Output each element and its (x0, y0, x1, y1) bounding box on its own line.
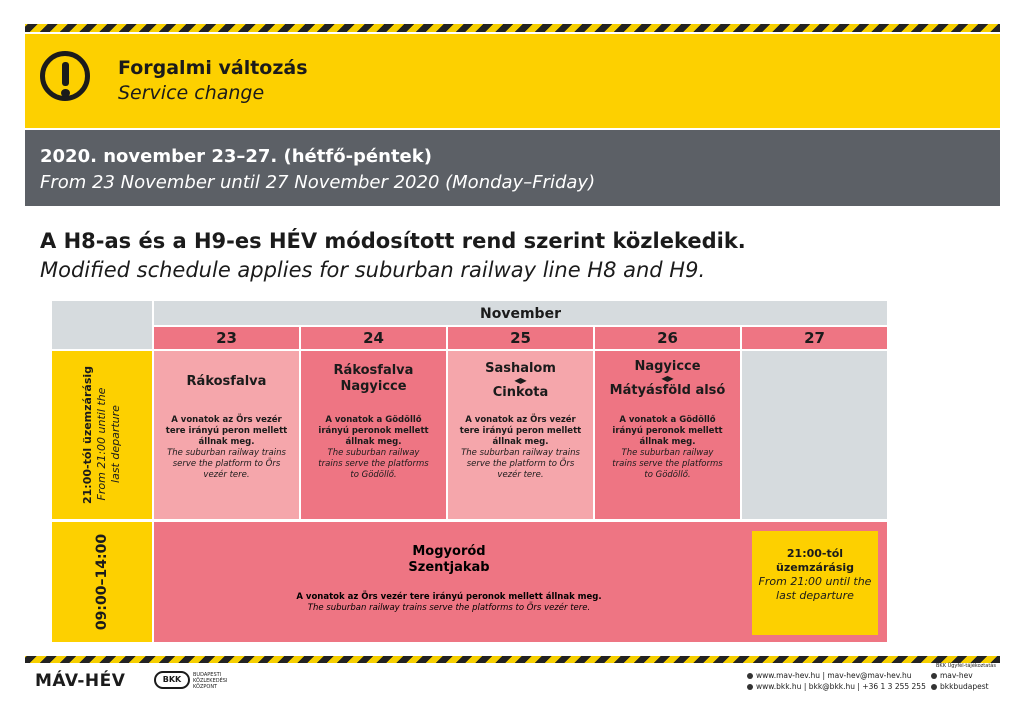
service-change-banner (25, 34, 1000, 128)
contact-line-1 (747, 671, 911, 681)
hazard-stripe-bottom (25, 656, 1000, 663)
row-label-evening-en: From 21:00 until the last departure (95, 387, 122, 501)
title-english: Service change (118, 82, 265, 104)
row-label-daytime (52, 522, 152, 642)
headline-english: Modified schedule applies for suburban railway line H8 and H9. (40, 258, 706, 282)
station-name: Cinkota (492, 385, 549, 400)
both-directions-arrow-icon: ◀▶ (514, 376, 527, 385)
station-name: Sashalom (485, 361, 556, 376)
hazard-stripe-top (25, 24, 1000, 32)
cell-25-evening (448, 351, 593, 519)
mav-hev-logo: MÁV-HÉV (35, 671, 126, 691)
row-label-evening (52, 351, 152, 519)
day27-note-hu-2: üzemzárásig (775, 561, 855, 574)
note-hungarian: A vonatok az Örs vezér tere irányú peron mellett állnak meg. (165, 415, 288, 447)
web-icon (747, 684, 753, 690)
both-directions-arrow-icon: ◀▶ (661, 374, 674, 383)
social-line-1 (931, 671, 973, 681)
social-icon (931, 673, 937, 679)
cell-23-evening (154, 351, 299, 519)
note-hungarian: A vonatok a Gödöllő irányú peronok mellett állnak meg. (318, 415, 429, 447)
note-english: The suburban railway trains serve the platform to Örs vezér tere. (167, 448, 286, 480)
social-line-2 (931, 682, 989, 692)
station-name: Nagyicce (340, 379, 407, 394)
note-english: The suburban railway trains serve the platform to Örs vezér tere. (461, 448, 580, 480)
station-name: Nagyicce (634, 359, 701, 374)
credit-text: BKK Ügyfél-tájékoztatás (936, 663, 996, 669)
station-name: Rákosfalva (333, 363, 414, 378)
day27-note-hu-1: 21:00-tól (786, 547, 844, 560)
note-hungarian: A vonatok a Gödöllő irányú peronok mellett állnak meg. (612, 415, 723, 447)
day27-note-en: From 21:00 until the last departure (758, 575, 872, 602)
day-header-23: 23 (154, 327, 299, 349)
web-icon (747, 673, 753, 679)
social-mav-hev[interactable]: mav-hev (940, 671, 973, 680)
note-hungarian: A vonatok az Örs vezér tere irányú peronok mellett állnak meg. (296, 592, 602, 602)
row-label-evening-hu: 21:00-tól üzemzárásig (81, 365, 94, 505)
contact-bkk[interactable]: www.bkk.hu | bkk@bkk.hu | +36 1 3 255 255 (756, 682, 926, 691)
social-icon (931, 684, 937, 690)
station-name: Mátyásföld alsó (609, 383, 726, 398)
cell-27-evening (742, 351, 887, 519)
day-header-26: 26 (595, 327, 740, 349)
station-name: Szentjakab (408, 560, 490, 575)
note-hungarian: A vonatok az Örs vezér tere irányú peron mellett állnak meg. (459, 415, 582, 447)
title-hungarian: Forgalmi változás (118, 57, 308, 79)
station-name: Mogyoród (412, 544, 486, 559)
day-header-25: 25 (448, 327, 593, 349)
note-english: The suburban railway trains serve the platforms to Gödöllő. (612, 448, 723, 480)
day-header-24: 24 (301, 327, 446, 349)
note-english: The suburban railway trains serve the platforms to Gödöllő. (318, 448, 429, 480)
table-corner (52, 301, 152, 349)
date-banner (25, 130, 1000, 206)
day27-note-box (752, 531, 878, 635)
month-header: November (154, 301, 887, 325)
bkk-logo: BKK (154, 671, 190, 689)
contact-mav-hev[interactable]: www.mav-hev.hu | mav-hev@mav-hev.hu (756, 671, 912, 680)
station-name: Rákosfalva (186, 374, 267, 389)
day-header-27: 27 (742, 327, 887, 349)
cell-24-evening (301, 351, 446, 519)
social-bkk[interactable]: bkkbudapest (940, 682, 989, 691)
note-english: The suburban railway trains serve the platforms to Örs vezér tere. (307, 603, 591, 613)
headline-hungarian: A H8-as és a H9-es HÉV módosított rend szerint közlekedik. (40, 229, 746, 253)
cell-26-evening (595, 351, 740, 519)
row-label-daytime-text: 09:00–14:00 (94, 533, 110, 631)
contact-line-2 (747, 682, 926, 692)
date-hungarian: 2020. november 23–27. (hétfő-péntek) (40, 146, 432, 167)
exclamation-circle-icon (40, 51, 90, 101)
bkk-subtitle: BUDAPESTI KÖZLEKEDÉSI KÖZPONT (193, 672, 228, 690)
date-english: From 23 November until 27 November 2020 (Monday–Friday) (40, 172, 596, 193)
